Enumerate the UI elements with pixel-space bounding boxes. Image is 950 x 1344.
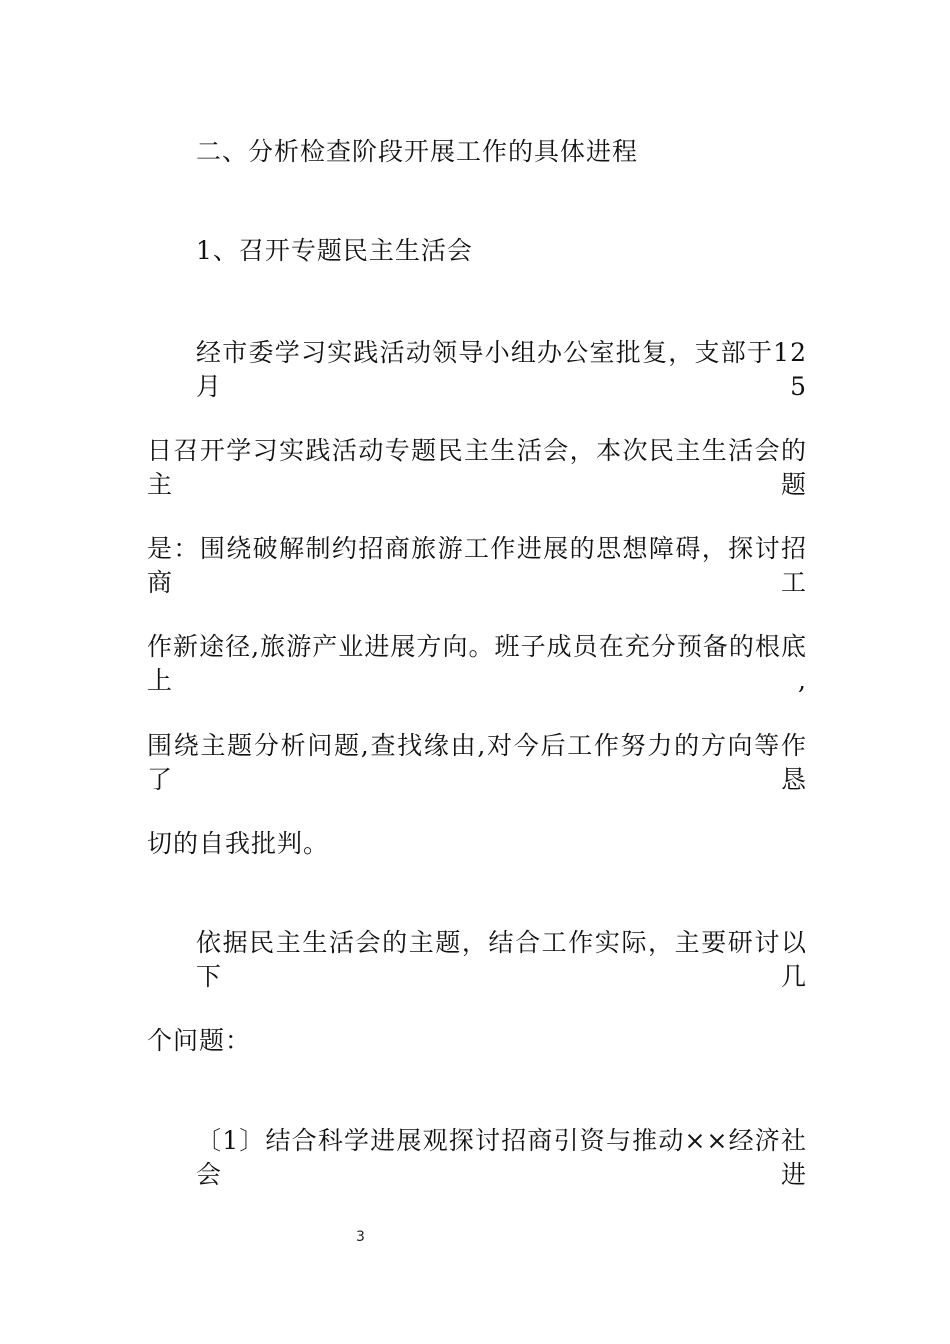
paragraph-line: 个问题：	[147, 1026, 252, 1055]
paragraph-line: 是：围绕破解制约招商旅游工作进展的思想障碍，探讨招商工	[147, 534, 807, 597]
paragraph-line: 日召开学习实践活动专题民主生活会，本次民主生活会的主题	[147, 436, 807, 499]
paragraph-line: 围绕主题分析问题,查找缘由,对今后工作努力的方向等作了恳	[147, 731, 807, 794]
page-number: 3	[356, 1229, 365, 1245]
list-item: 〔1〕结合科学进展观探讨招商引资与推动××经济社会进	[196, 1126, 807, 1189]
paragraph-line: 经市委学习实践活动领导小组办公室批复，支部于12月5	[196, 338, 807, 401]
subsection-heading: 1、召开专题民主生活会	[196, 236, 473, 265]
paragraph-line: 作新途径,旅游产业进展方向。班子成员在充分预备的根底上,	[147, 632, 807, 695]
paragraph-line: 切的自我批判。	[147, 829, 330, 858]
section-heading: 二、分析检查阶段开展工作的具体进程	[196, 137, 639, 166]
paragraph-line: 依据民主生活会的主题，结合工作实际，主要研讨以下几	[196, 928, 807, 991]
